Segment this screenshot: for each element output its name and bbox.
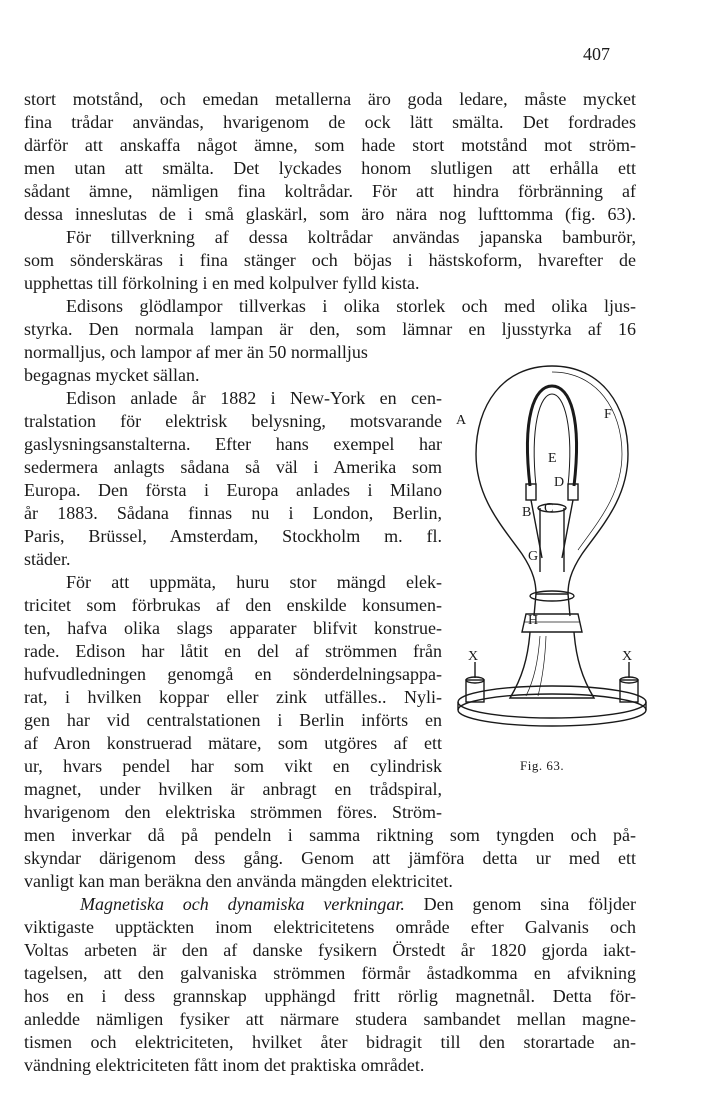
text-line-5: sådant ämne, nämligen fina koltrådar. För att hindra förbränning af <box>24 181 636 201</box>
page-number: 407 <box>583 44 610 64</box>
text-line-13: begagnas mycket sällan. <box>24 365 200 385</box>
text-line-7: För tillverkning af dessa koltrådar användas japanska bamburör, <box>66 227 636 247</box>
text-line-17: sedermera anlagts sådana så väl i Amerika som <box>24 457 442 477</box>
lamp-illustration <box>452 358 652 750</box>
text-line-41: anledde nämligen fysiker att närmare studera sambandet mellan magne- <box>24 1009 636 1029</box>
text-line-25: rade. Edison har låtit en del af strömmen från <box>24 641 442 661</box>
text-line-18: Europa. Den första i Europa anlades i Milano <box>24 480 442 500</box>
text-line-1: stort motstånd, och emedan metallerna äro goda ledare, måste mycket <box>24 89 636 109</box>
text-line-36: Den genom sina följder <box>423 894 637 914</box>
label-d: D <box>554 475 565 490</box>
text-line-11: styrka. Den normala lampan är den, som lämnar en ljusstyrka af 16 <box>24 319 636 339</box>
text-line-10: Edisons glödlampor tillverkas i olika storlek och med olika ljus- <box>66 296 636 316</box>
text-line-38: Voltas arbeten är den af danske fysikern Örstedt år 1820 gjorda iakt- <box>24 940 636 960</box>
text-line-32: hvarigenom den elektriska strömmen föres. Ström- <box>24 802 442 822</box>
text-line-34: skyndar därigenom dess gång. Genom att jämföra detta ur med ett <box>24 848 636 868</box>
label-g: G <box>528 549 539 564</box>
text-line-12: normalljus, och lampor af mer än 50 normalljus <box>24 342 368 362</box>
label-h: H <box>528 613 539 628</box>
text-line-19: år 1883. Sådana finnas nu i London, Berlin, <box>24 503 442 523</box>
label-f: F <box>604 407 612 422</box>
text-line-22: För att uppmäta, huru stor mängd elek- <box>66 572 442 592</box>
text-line-39: tagelsen, att den galvaniska strömmen förmår åstadkomma en afvikning <box>24 963 636 983</box>
text-line-6: dessa inneslutas de i små glaskärl, som äro nära nog lufttomma (fig. 63). <box>24 204 636 224</box>
text-line-24: ten, hafva olika slags apparater blifvit konstrue- <box>24 618 442 638</box>
text-line-9: upphettas till förkolning i en med kolpulver fylld kista. <box>24 273 420 293</box>
text-line-23: tricitet som förbrukas af den enskilde konsumen- <box>24 595 442 615</box>
text-line-20: Paris, Brüssel, Amsterdam, Stockholm m. fl. <box>24 526 442 546</box>
text-line-28: gen har vid centralstationen i Berlin införts en <box>24 710 442 730</box>
text-line-4: men utan att smälta. Det lyckades honom slutligen att erhålla ett <box>24 158 636 178</box>
text-line-33: men inverkar då på pendeln i samma riktning som tyngden och på- <box>24 825 636 845</box>
lamp-drawing <box>452 358 652 750</box>
text-line-2: fina trådar användas, hvarigenom de ock lätt smälta. Det fordrades <box>24 112 636 132</box>
section-heading: Magnetiska och dynamiska verkningar. <box>80 894 405 914</box>
text-line-40: hos en i dess grannskap upphängd fritt rörlig magnetnål. Detta för- <box>24 986 636 1006</box>
label-a: A <box>456 413 467 428</box>
label-b: B <box>522 505 532 520</box>
text-line-8: som sönderskäras i fina stänger och böjas i hästskoform, hvarefter de <box>24 250 636 270</box>
text-line-31: magnet, under hvilken är anbragt en trådspiral, <box>24 779 442 799</box>
label-x-left: X <box>468 649 479 664</box>
text-line-15: tralstation för elektrisk belysning, motsvarande <box>24 411 442 431</box>
text-line-16: gaslysningsanstalterna. Efter hans exempel har <box>24 434 442 454</box>
label-c: C <box>544 501 554 516</box>
text-line-29: af Aron konstruerad mätare, som utgöres af ett <box>24 733 442 753</box>
text-line-37: viktigaste upptäckten inom elektricitetens område efter Galvanis och <box>24 917 636 937</box>
text-line-30: ur, hvars pendel har som vikt en cylindrisk <box>24 756 442 776</box>
text-line-26: hufvudledningen genomgå en sönderdelningsappa- <box>24 664 442 684</box>
label-x-right: X <box>622 649 633 664</box>
label-e: E <box>548 451 557 466</box>
figure-caption: Fig. 63. <box>520 758 565 773</box>
section-heading-line <box>24 893 636 915</box>
text-line-27: rat, i hvilken koppar eller zink utfälles.. Nyli- <box>24 687 442 707</box>
text-line-3: därför att anskaffa något ämne, som hade stort motstånd mot ström- <box>24 135 636 155</box>
text-line-35: vanligt kan man beräkna den använda mängden elektricitet. <box>24 871 453 891</box>
text-line-14: Edison anlade år 1882 i New-York en cen- <box>66 388 442 408</box>
text-line-43: vändning elektriciteten fått inom det praktiska området. <box>24 1055 425 1075</box>
text-line-21: städer. <box>24 549 71 569</box>
text-line-42: tismen och elektriciteten, hvilket åter bidragit till den storartade an- <box>24 1032 636 1052</box>
